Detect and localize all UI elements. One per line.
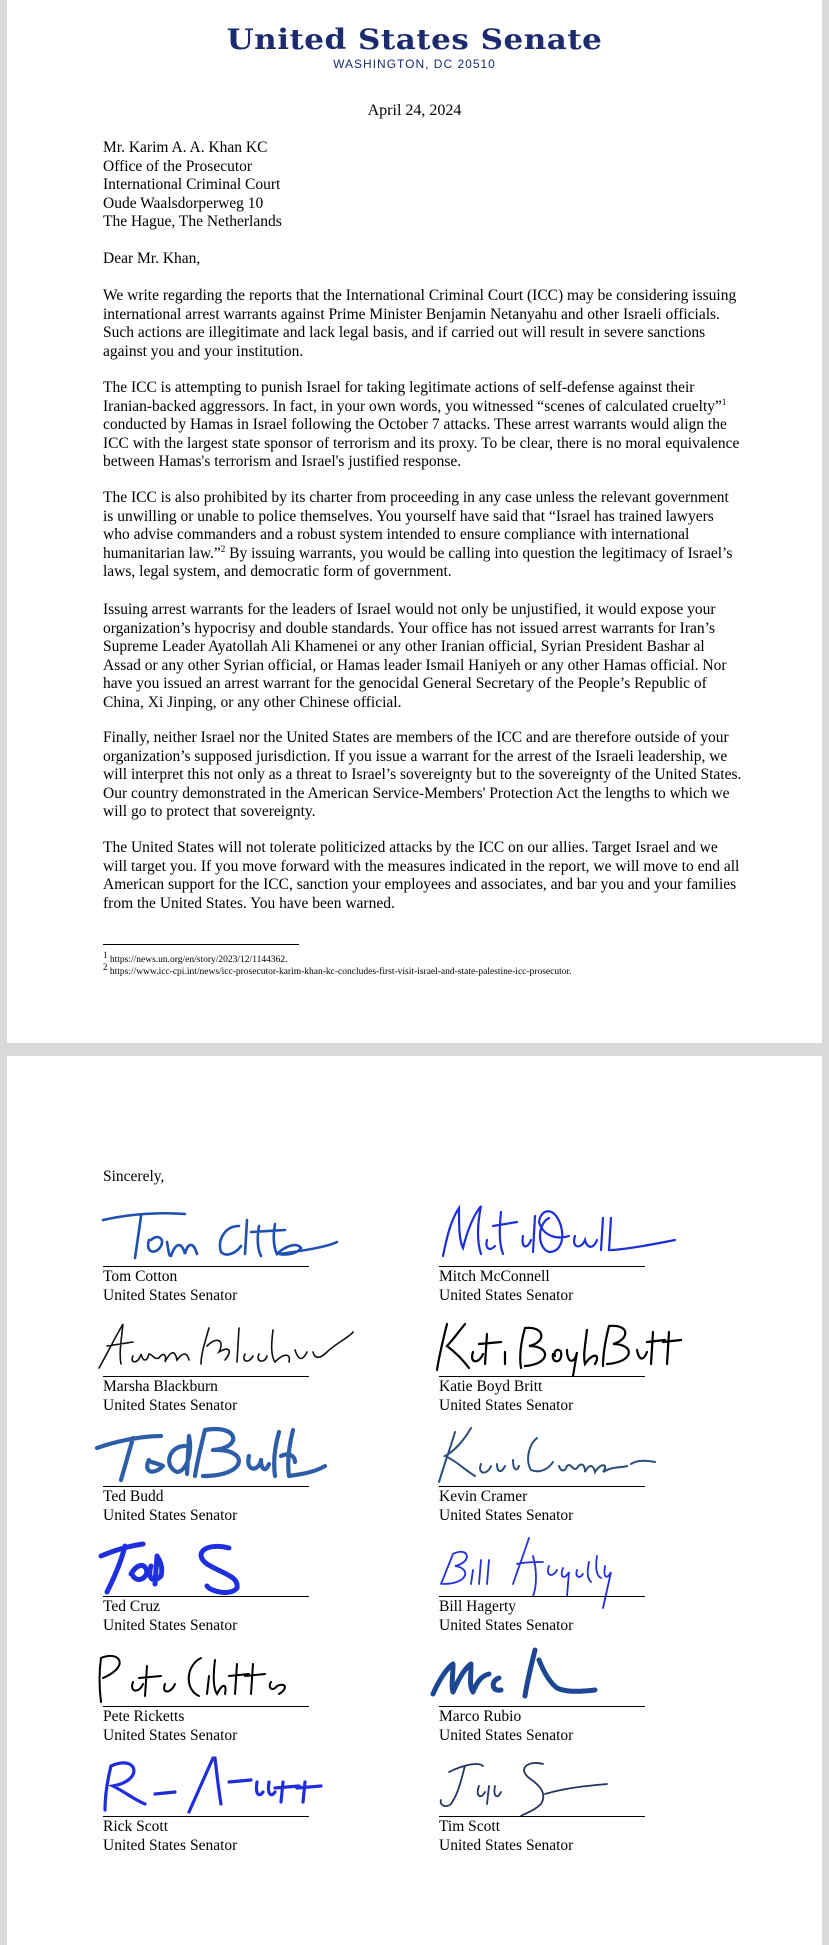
address-line: Mr. Karim A. A. Khan KC xyxy=(103,139,268,156)
signatory-name: Katie Boyd Britt xyxy=(439,1378,543,1395)
signature-block xyxy=(439,1306,679,1421)
signature-line xyxy=(439,1486,645,1487)
signature-block xyxy=(103,1746,343,1861)
signature-block xyxy=(439,1526,679,1641)
signature-image xyxy=(89,1526,329,1596)
signature-image xyxy=(89,1416,329,1486)
signature-image xyxy=(425,1526,665,1596)
letterhead-title: United States Senate xyxy=(226,23,603,57)
closing: Sincerely, xyxy=(103,1168,165,1185)
signature-block xyxy=(439,1636,679,1751)
signatory-title: United States Senator xyxy=(103,1397,238,1414)
signatory-name: Bill Hagerty xyxy=(439,1598,517,1615)
signatory-title: United States Senator xyxy=(103,1507,238,1524)
signature-block xyxy=(439,1746,679,1861)
signature-image xyxy=(425,1196,665,1266)
paragraph-text: The ICC is attempting to punish Israel for taking legitimate actions of self-defense against their Iranian-backed aggressors. In fact, in your own words, you witnessed “scenes of calculated cruelty” xyxy=(103,379,722,415)
footnote-link[interactable]: https://news.un.org/en/story/2023/12/1144362. xyxy=(107,955,288,966)
signatory-name: Tom Cotton xyxy=(103,1268,178,1285)
signature-block xyxy=(103,1306,343,1421)
salutation: Dear Mr. Khan, xyxy=(103,250,201,267)
signature-line xyxy=(439,1596,645,1597)
signature-block xyxy=(439,1416,679,1531)
signature-line xyxy=(103,1486,309,1487)
signatory-name: Mitch McConnell xyxy=(439,1268,550,1285)
signatory-title: United States Senator xyxy=(439,1287,574,1304)
signatory-name: Ted Budd xyxy=(103,1488,164,1505)
signatory-title: United States Senator xyxy=(439,1507,574,1524)
signature-image xyxy=(89,1196,329,1266)
signature-image xyxy=(425,1636,665,1706)
footnote-ref: 1 xyxy=(721,396,727,407)
signature-image xyxy=(89,1636,329,1706)
signature-line xyxy=(103,1816,309,1817)
signature-image xyxy=(89,1306,329,1376)
footnote-number: 1 xyxy=(103,950,108,960)
signatory-title: United States Senator xyxy=(439,1397,574,1414)
footnote-number: 2 xyxy=(103,961,108,972)
paragraph-4: Issuing arrest warrants for the leaders of Israel would not only be unjustified, it would expose your organization’s hypocrisy and double standards. Your office has not issued arrest warrants for Iran’s Supreme Leader Ayatollah Ali Khamenei or any other Iranian official, Syrian President Bashar al Assad or any other Syrian official, or Hamas leader Ismail Haniyeh or any other Hamas official. Nor have you issued an arrest warrant for the genocidal General Secretary of the People’s Republic of China, Xi Jinping, or any other Chinese official. xyxy=(103,601,727,711)
signatory-name: Rick Scott xyxy=(103,1818,169,1835)
recipient-address xyxy=(103,139,743,232)
signature-block xyxy=(103,1526,343,1641)
signatory-title: United States Senator xyxy=(439,1727,574,1744)
signatory-name: Tim Scott xyxy=(439,1818,501,1835)
signature-block xyxy=(439,1196,679,1311)
signatory-name: Marsha Blackburn xyxy=(103,1378,218,1395)
address-line: The Hague, The Netherlands xyxy=(103,213,282,230)
signature-line xyxy=(103,1266,309,1267)
signatory-name: Kevin Cramer xyxy=(439,1488,528,1505)
signature-image xyxy=(425,1416,665,1486)
letter-page-1 xyxy=(7,0,822,1043)
address-line: Oude Waalsdorperweg 10 xyxy=(103,194,264,212)
signature-line xyxy=(439,1376,645,1377)
signature-line xyxy=(439,1816,645,1817)
signatory-title: United States Senator xyxy=(103,1727,238,1744)
letterhead-city: WASHINGTON, DC 20510 xyxy=(333,57,496,71)
signatory-title: United States Senator xyxy=(103,1287,238,1304)
signature-line xyxy=(103,1706,309,1707)
paragraph-6: The United States will not tolerate politicized attacks by the ICC on our allies. Target Israel and we will target you. If you move forward with the measures indicated in the report, we will move to end all American support for the ICC, sanction your employees and associates, and bar you and your families from the United States. You have been warned. xyxy=(103,839,740,912)
signature-image xyxy=(425,1746,665,1816)
signatory-name: Marco Rubio xyxy=(439,1708,522,1725)
footnote-divider xyxy=(103,944,299,945)
paragraph-text: The ICC is also prohibited by its charter from proceeding in any case unless the relevant government is unwilling or unable to police themselves. You yourself have said that “Israel has trained lawyers who advise commanders and a robust system intended to ensure compliance with international humanitarian law.” xyxy=(103,489,729,562)
footnotes xyxy=(103,950,743,978)
signatory-title: United States Senator xyxy=(439,1617,574,1634)
paragraph-3 xyxy=(103,489,743,582)
signature-block xyxy=(103,1416,343,1531)
paragraph-2 xyxy=(103,379,743,472)
footnote-link[interactable]: https://www.icc-cpi.int/news/icc-prosecutor-karim-khan-kc-concludes-first-visit-israel-and-state-palestine-icc-prosecutor. xyxy=(107,966,572,977)
signatory-title: United States Senator xyxy=(103,1837,238,1854)
signature-line xyxy=(103,1596,309,1597)
signature-image xyxy=(89,1746,329,1816)
paragraph-text: By issuing warrants, you would be calling into question the legitimacy of Israel’s laws, legal system, and democratic form of government. xyxy=(103,544,733,580)
signature-block xyxy=(103,1636,343,1751)
signature-block xyxy=(103,1196,343,1311)
letterhead xyxy=(7,24,822,71)
paragraph-1: We write regarding the reports that the International Criminal Court (ICC) may be considering issuing international arrest warrants against Prime Minister Benjamin Netanyahu and other Israeli officials. Such actions are illegitimate and lack legal basis, and if carried out will result in severe sanctions against you and your institution. xyxy=(103,287,737,360)
signatory-title: United States Senator xyxy=(439,1837,574,1854)
address-line: Office of the Prosecutor xyxy=(103,157,253,175)
signature-line xyxy=(439,1706,645,1707)
letter-date: April 24, 2024 xyxy=(367,102,462,119)
signature-image xyxy=(425,1306,665,1376)
address-line: International Criminal Court xyxy=(103,176,281,193)
signatory-name: Pete Ricketts xyxy=(103,1708,185,1725)
signature-line xyxy=(439,1266,645,1267)
paragraph-5: Finally, neither Israel nor the United States are members of the ICC and are therefore outside of your organization’s supposed jurisdiction. If you issue a warrant for the arrest of the Israeli leadership, we will interpret this not only as a threat to Israel’s sovereignty but to the sovereignty of the United States. Our country demonstrated in the American Service-Members' Protection Act the lengths to which we will go to protect that sovereignty. xyxy=(103,729,742,820)
signature-line xyxy=(103,1376,309,1377)
signatory-name: Ted Cruz xyxy=(103,1598,161,1615)
footnote-2 xyxy=(103,961,743,979)
signatory-title: United States Senator xyxy=(103,1617,238,1634)
letter-page-2 xyxy=(7,1056,822,1945)
footnote-ref: 2 xyxy=(220,543,226,554)
paragraph-text: conducted by Hamas in Israel following the October 7 attacks. These arrest warrants would align the ICC with the largest state sponsor of terrorism and its proxy. To be clear, there is no moral equivalence between Hamas's terrorism and Israel's justified response. xyxy=(103,416,740,470)
footnote-1 xyxy=(103,950,743,967)
